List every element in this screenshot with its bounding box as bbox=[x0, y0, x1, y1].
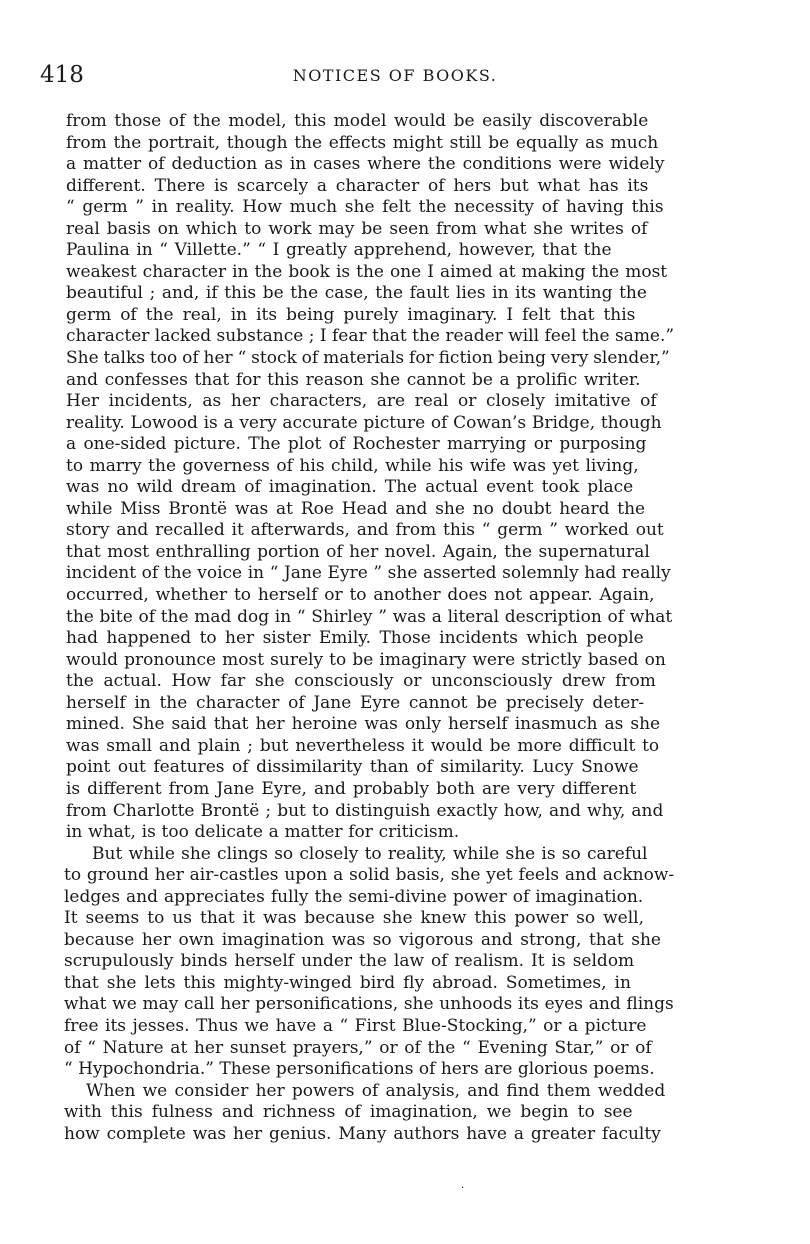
text-line: different. There is scarcely a character of hers but what has its bbox=[66, 175, 649, 196]
text-line: is different from Jane Eyre, and probably both are very different bbox=[66, 778, 637, 799]
text-line: was small and plain ; but nevertheless it would be more difficult to bbox=[66, 735, 660, 756]
text-line: herself in the character of Jane Eyre cannot be precisely deter- bbox=[66, 692, 645, 713]
text-line: Her incidents, as her characters, are real or closely imitative of bbox=[66, 391, 657, 412]
text-line: from the portrait, though the effects might still be equally as much bbox=[66, 132, 659, 153]
text-line: that most enthralling portion of her novel. Again, the supernatural bbox=[66, 541, 650, 562]
text-line: that she lets this mighty-winged bird fly abroad. Sometimes, in bbox=[64, 972, 631, 993]
text-line: real basis on which to work may be seen from what she writes of bbox=[66, 218, 648, 239]
body-text bbox=[36, 111, 742, 1145]
text-line: “ germ ” in reality. How much she felt the necessity of having this bbox=[66, 197, 664, 218]
running-title: NOTICES OF BOOKS. bbox=[292, 66, 498, 85]
page-header bbox=[40, 62, 750, 92]
text-line: what we may call her personifications, she unhoods its eyes and flings bbox=[64, 994, 674, 1015]
text-line: free its jesses. Thus we have a “ First Blue-Stocking,” or a picture bbox=[64, 1015, 647, 1036]
text-line: ledges and appreciates fully the semi-divine power of imagination. bbox=[64, 886, 644, 907]
text-line: while Miss Brontë was at Roe Head and she no doubt heard the bbox=[66, 498, 646, 519]
text-line: a one-sided picture. The plot of Rochester marrying or purposing bbox=[66, 434, 647, 455]
text-line: Paulina in “ Villette.” “ I greatly apprehend, however, that the bbox=[66, 240, 612, 261]
text-line: to marry the governess of his child, while his wife was yet living, bbox=[66, 455, 639, 476]
text-line: incident of the voice in “ Jane Eyre ” she asserted solemnly had really bbox=[66, 563, 671, 584]
text-line: a matter of deduction as in cases where the conditions were widely bbox=[66, 154, 665, 175]
text-line: “ Hypochondria.” These personifications of hers are glorious poems. bbox=[64, 1059, 655, 1080]
text-line: germ of the real, in its being purely imaginary. I felt that this bbox=[66, 304, 636, 325]
text-line: scrupulously binds herself under the law of realism. It is seldom bbox=[64, 951, 635, 972]
text-line: character lacked substance ; I fear that the reader will feel the same.” bbox=[66, 326, 675, 347]
text-line: story and recalled it afterwards, and from this “ germ ” worked out bbox=[66, 520, 664, 541]
text-line: She talks too of her “ stock of materials for fiction being very slender,” bbox=[66, 348, 670, 369]
text-line: point out features of dissimilarity than of similarity. Lucy Snowe bbox=[66, 757, 639, 778]
text-line: and confesses that for this reason she cannot be a prolific writer. bbox=[66, 369, 641, 390]
footer-mark: · bbox=[461, 1183, 465, 1194]
text-line: from Charlotte Brontë ; but to distinguish exactly how, and why, and bbox=[66, 800, 664, 821]
text-line: because her own imagination was so vigorous and strong, that she bbox=[64, 929, 661, 950]
text-line: was no wild dream of imagination. The actual event took place bbox=[66, 477, 634, 498]
text-line: the actual. How far she consciously or unconsciously drew from bbox=[66, 671, 656, 692]
text-line: would pronounce most surely to be imaginary were strictly based on bbox=[66, 649, 666, 670]
text-line: in what, is too delicate a matter for criticism. bbox=[66, 822, 460, 843]
text-line: It seems to us that it was because she knew this power so well, bbox=[64, 908, 645, 929]
text-line: had happened to her sister Emily. Those incidents which people bbox=[66, 628, 644, 649]
text-line: from those of the model, this model would be easily discoverable bbox=[66, 111, 649, 131]
text-line: But while she clings so closely to reality, while she is so careful bbox=[92, 843, 648, 864]
text-line: to ground her air-castles upon a solid basis, she yet feels and acknow- bbox=[64, 865, 675, 886]
text-line: beautiful ; and, if this be the case, the fault lies in its wanting the bbox=[66, 283, 647, 304]
text-line: of “ Nature at her sunset prayers,” or of the “ Evening Star,” or of bbox=[64, 1037, 652, 1058]
text-line: reality. Lowood is a very accurate picture of Cowan’s Bridge, though bbox=[66, 412, 662, 433]
text-line: When we consider her powers of analysis, and find them wedded bbox=[86, 1080, 666, 1101]
text-line: with this fulness and richness of imagination, we begin to see bbox=[64, 1102, 633, 1123]
text-line: mined. She said that her heroine was only herself inasmuch as she bbox=[66, 714, 661, 735]
text-line: occurred, whether to herself or to another does not appear. Again, bbox=[66, 585, 655, 606]
page-number: 418 bbox=[40, 62, 84, 88]
text-line: how complete was her genius. Many authors have a greater faculty bbox=[64, 1123, 661, 1144]
text-line: the bite of the mad dog in “ Shirley ” was a literal description of what bbox=[66, 606, 673, 627]
text-line: weakest character in the book is the one I aimed at making the most bbox=[66, 261, 668, 282]
